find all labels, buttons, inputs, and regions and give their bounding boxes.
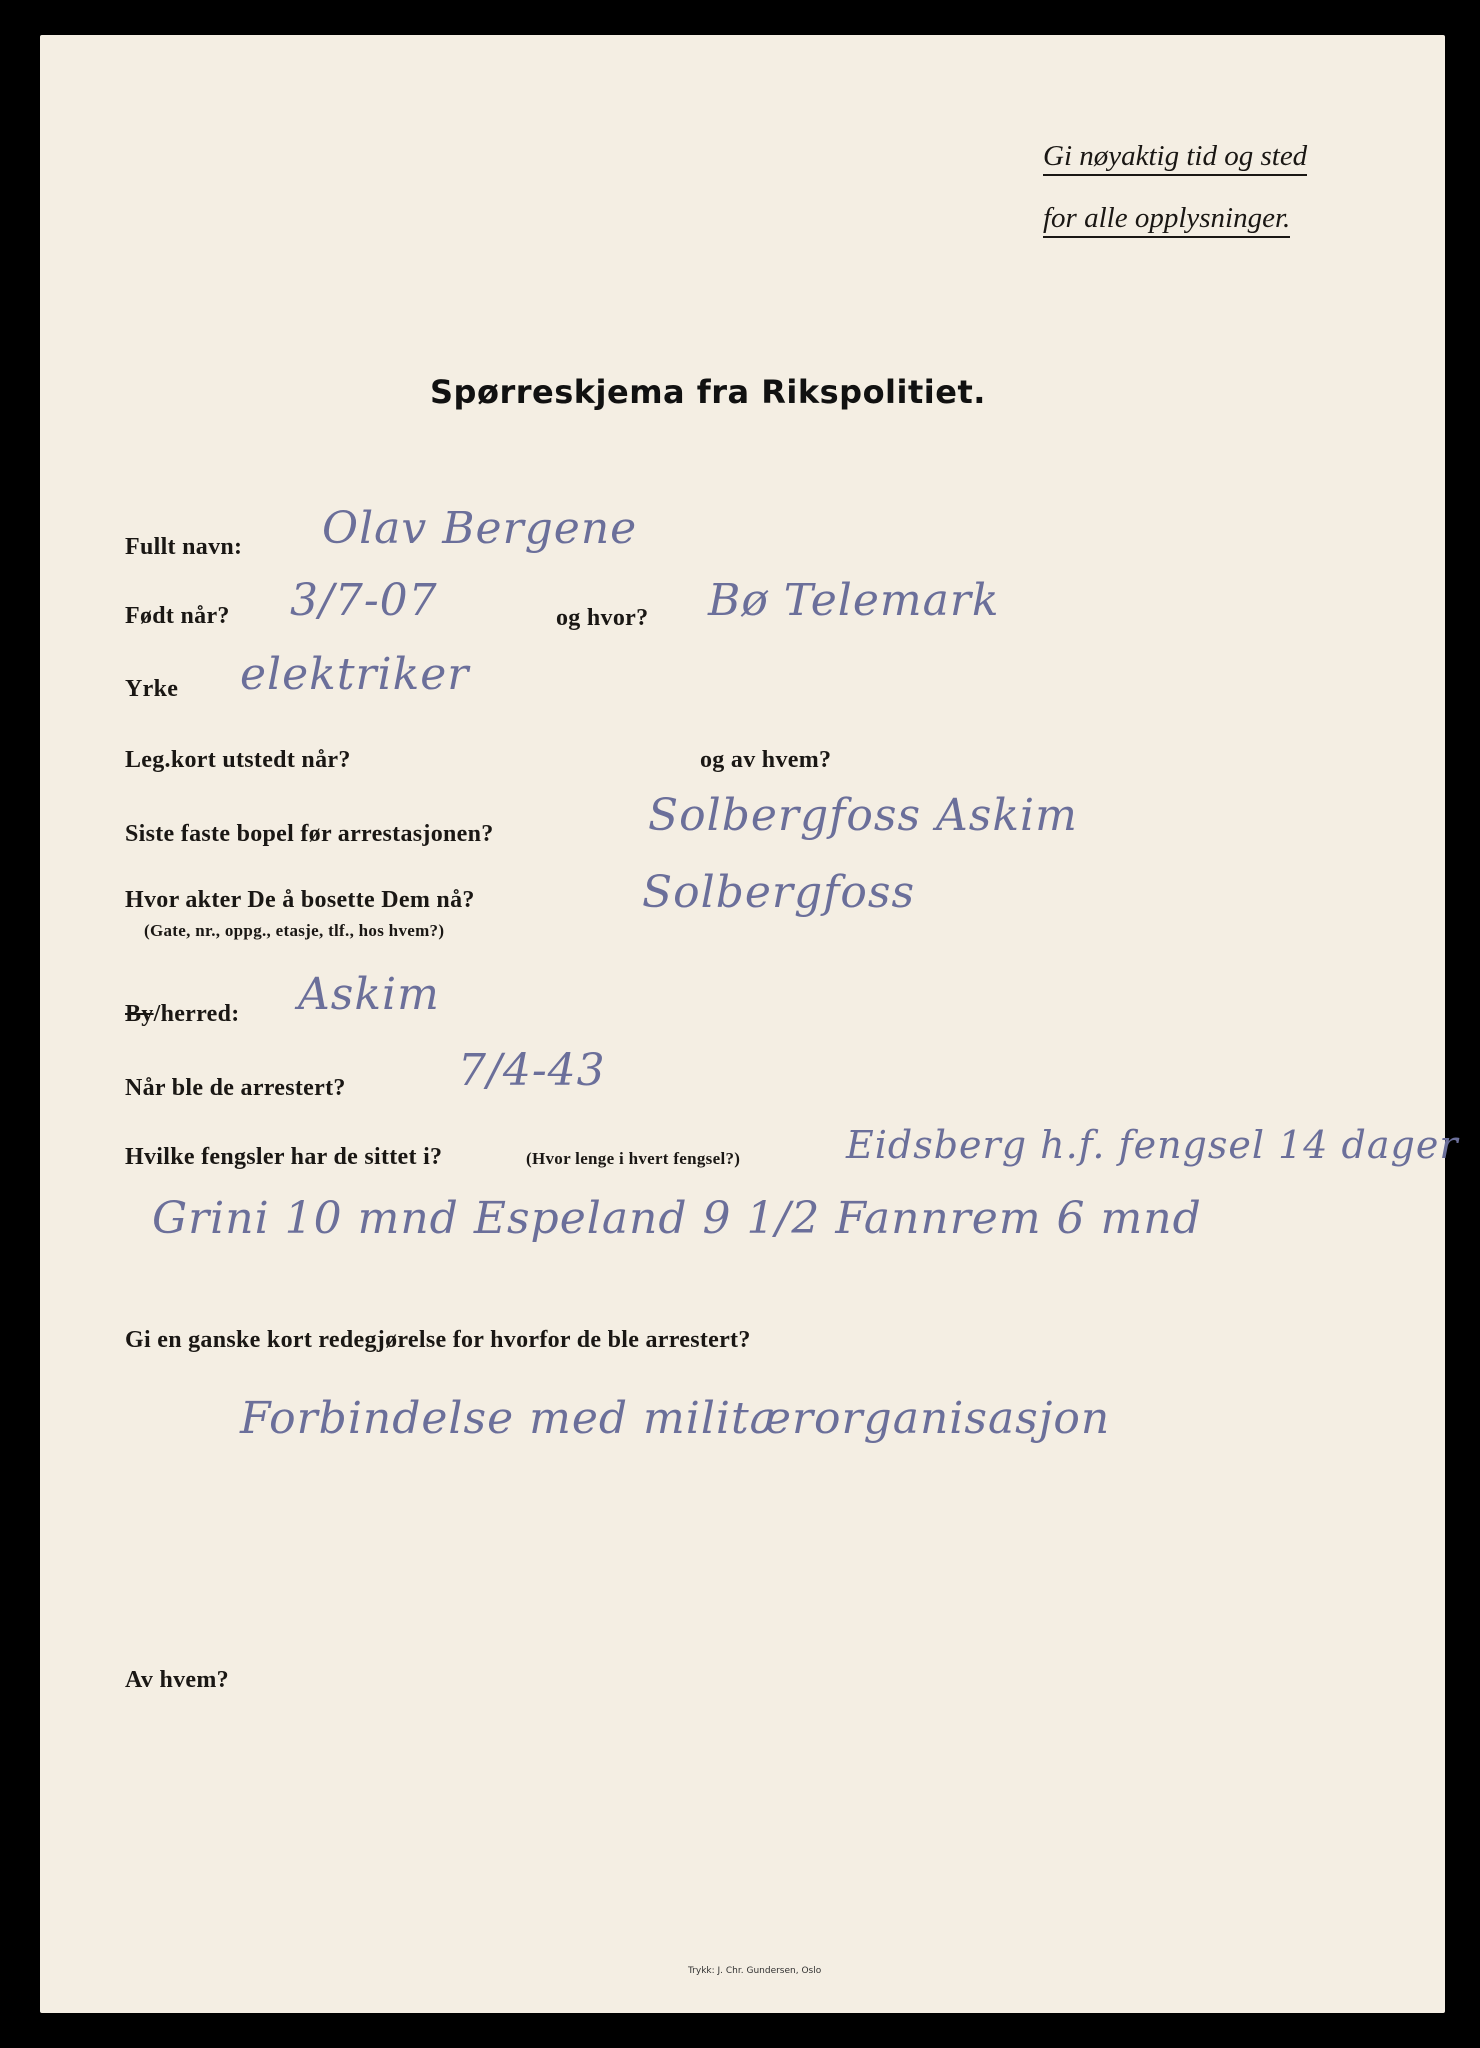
occupation-value: elektriker bbox=[240, 649, 470, 700]
city-value: Askim bbox=[298, 969, 440, 1020]
occupation-label: Yrke bbox=[125, 676, 179, 702]
form-title: Spørreskjema fra Rikspolitiet. bbox=[430, 373, 986, 411]
born-where-value: Bø Telemark bbox=[708, 575, 1000, 626]
notice-line-1: Gi nøyaktig tid og sted bbox=[1043, 138, 1307, 176]
prisons-value-line1: Eidsberg h.f. fengsel 14 dager bbox=[846, 1123, 1459, 1167]
city-label bbox=[125, 1001, 240, 1028]
reason-label: Gi en ganske kort redegjørelse for hvorfor de ble arrestert? bbox=[125, 1327, 751, 1353]
arrested-label: Når ble de arrestert? bbox=[125, 1075, 346, 1101]
prisons-label: Hvilke fengsler har de sittet i? bbox=[125, 1144, 443, 1170]
arrested-value: 7/4-43 bbox=[458, 1045, 606, 1096]
form-sheet bbox=[40, 35, 1459, 2013]
settle-value: Solbergfoss bbox=[642, 867, 916, 918]
born-when-label: Født når? bbox=[125, 603, 230, 629]
printer-imprint: Trykk: J. Chr. Gundersen, Oslo bbox=[688, 1966, 822, 1976]
settle-label: Hvor akter De å bosette Dem nå? bbox=[125, 887, 475, 913]
settle-sublabel: (Gate, nr., oppg., etasje, tlf., hos hvem?) bbox=[144, 921, 445, 940]
city-label-struck: By bbox=[125, 1001, 154, 1027]
legkort-label: Leg.kort utstedt når? bbox=[125, 747, 351, 773]
legkort-by-label: og av hvem? bbox=[700, 747, 832, 773]
last-residence-value: Solbergfoss Askim bbox=[648, 790, 1078, 841]
city-label-rest: /herred: bbox=[153, 1001, 240, 1027]
born-when-value: 3/7-07 bbox=[290, 575, 438, 626]
prisons-sublabel: (Hvor lenge i hvert fengsel?) bbox=[526, 1149, 741, 1168]
reason-value: Forbindelse med militærorganisasjon bbox=[240, 1393, 1111, 1444]
last-residence-label: Siste faste bopel før arrestasjonen? bbox=[125, 821, 494, 847]
name-label: Fullt navn: bbox=[125, 534, 243, 560]
notice-box bbox=[1043, 130, 1307, 254]
name-value: Olav Bergene bbox=[322, 503, 638, 554]
by-whom-label: Av hvem? bbox=[125, 1667, 229, 1693]
notice-line-2: for alle opplysninger. bbox=[1043, 200, 1290, 238]
prisons-value-line2: Grini 10 mnd Espeland 9 1/2 Fannrem 6 mnd bbox=[152, 1193, 1202, 1244]
born-where-label: og hvor? bbox=[556, 605, 649, 631]
